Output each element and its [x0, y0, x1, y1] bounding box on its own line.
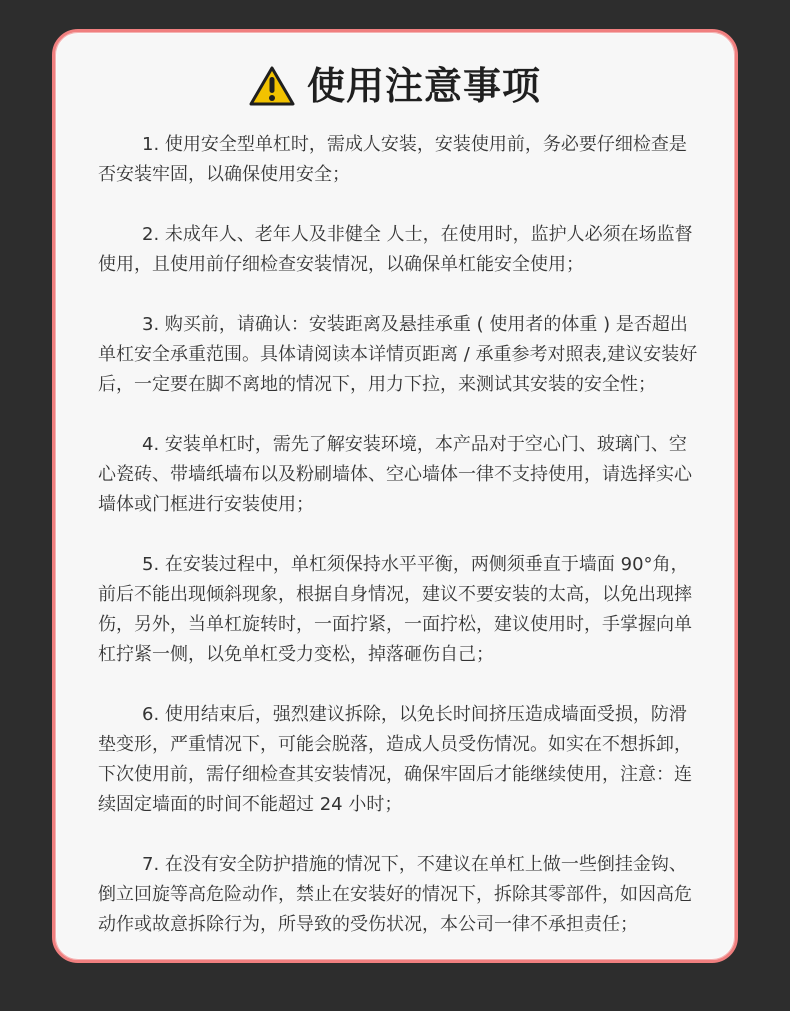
notice-item-5: 5. 在安装过程中，单杠须保持水平平衡，两侧须垂直于墙面 90°角，前后不能出现倾斜现象，根据自身情况，建议不要安装的太高，以免出现摔伤，另外，当单杠旋转时，一面拧紧，一面拧松，建议使用时，手掌握向单杠拧紧一侧，以免单杠受力变松，掉落砸伤自己； — [98, 554, 692, 665]
title-row — [55, 62, 735, 110]
notice-item-1: 1. 使用安全型单杠时，需成人安装，安装使用前，务必要仔细检查是否安装牢固，以确保使用安全； — [98, 134, 687, 185]
warning-triangle-icon — [249, 66, 295, 106]
notice-item-4: 4. 安装单杠时，需先了解安装环境，本产品对于空心门、玻璃门、空心瓷砖、带墙纸墙布以及粉刷墙体、空心墙体一律不支持使用，请选择实心墙体或门框进行安装使用； — [98, 434, 692, 515]
notice-item-7: 7. 在没有安全防护措施的情况下，不建议在单杠上做一些倒挂金钩、倒立回旋等高危险动作，禁止在安装好的情况下，拆除其零部件，如因高危动作或故意拆除行为，所导致的受伤状况，本公司一律不承担责任； — [98, 854, 692, 935]
notice-item-2: 2. 未成年人、老年人及非健全 人士，在使用时，监护人必须在场监督使用，且使用前仔细检查安装情况，以确保单杠能安全使用； — [98, 224, 693, 275]
notice-content — [98, 130, 698, 940]
notice-card — [52, 29, 738, 963]
notice-item-6: 6. 使用结束后，强烈建议拆除，以免长时间挤压造成墙面受损，防滑垫变形，严重情况下，可能会脱落，造成人员受伤情况。如实在不想拆卸，下次使用前，需仔细检查其安装情况，确保牢固后才能继续使用，注意：连续固定墙面的时间不能超过 24 小时； — [98, 704, 692, 815]
page-title: 使用注意事项 — [306, 64, 541, 108]
notice-item-3: 3. 购买前，请确认：安装距离及悬挂承重 ( 使用者的体重 ) 是否超出单杠安全承重范围。具体请阅读本详情页距离 / 承重参考对照表,建议安装好后，一定要在脚不离地的情况下，用力下拉，来测试其安装的安全性； — [98, 314, 698, 395]
